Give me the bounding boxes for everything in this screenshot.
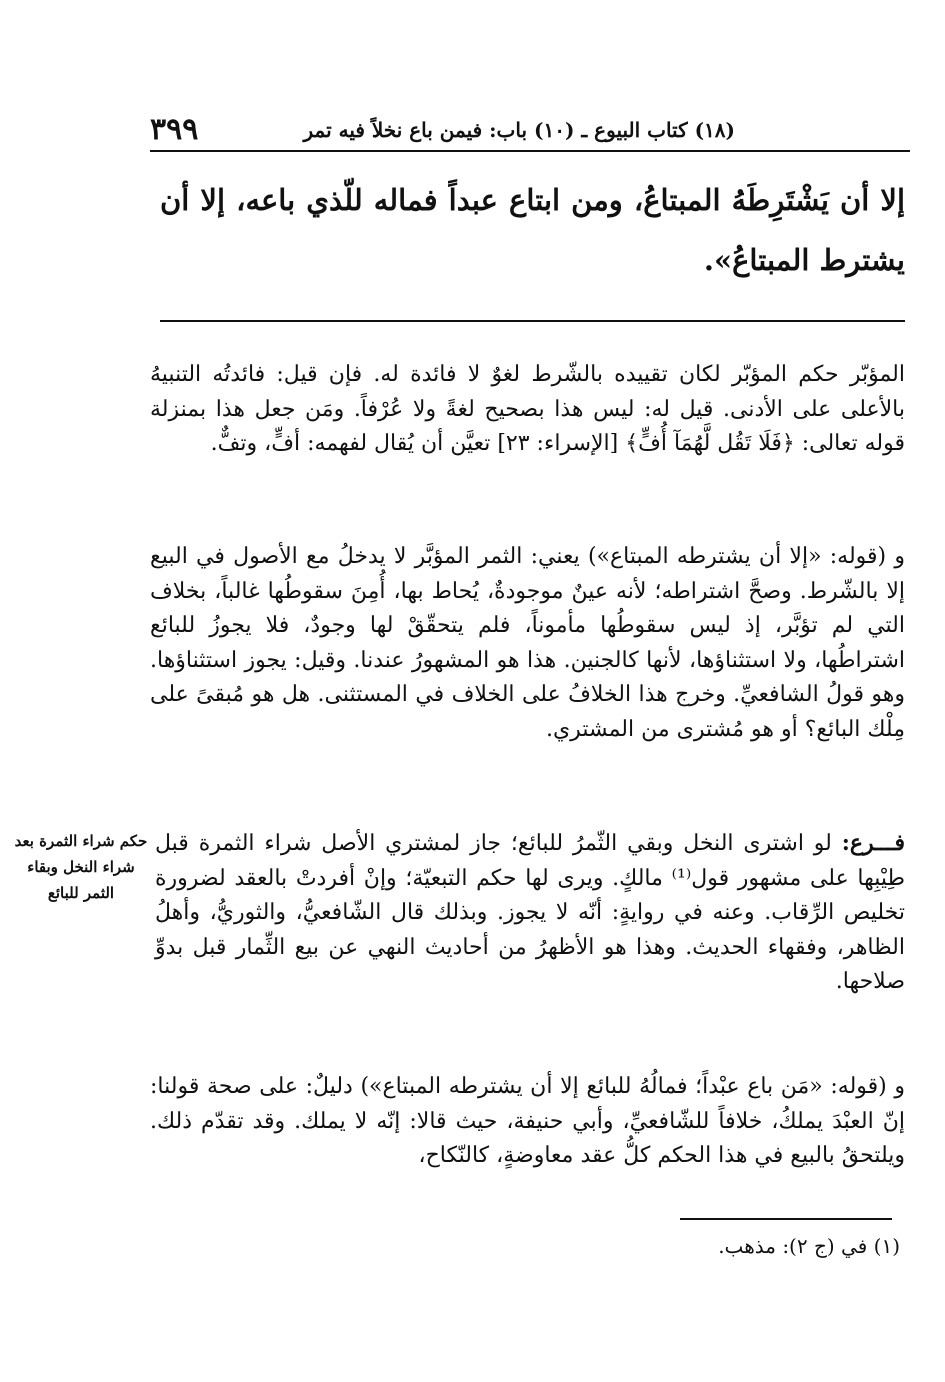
commentary-divider — [160, 320, 905, 322]
running-header — [150, 108, 910, 154]
commentary-paragraph: المؤبّر حكم المؤبّر لكان تقييده بالشّرط لغوٌ لا فائدة له. فإن قيل: فائدتُه التنبيهُ بالأعلى على الأدنى. قيل له: ليس هذا بصحيح لغةً ولا عُرْفاً. ومَن جعل هذا بمنزلة قوله تعالى: ﴿فَلَا تَقُل لَّهُمَآ أُفٍّ﴾ [الإسراء: ٢٣] تعيَّن أن يُقال لفهمه: أفٍّ، وتفٌّ. — [150, 362, 905, 456]
section-lead: فـــرع: — [841, 830, 905, 856]
commentary-paragraph: و (قوله: «مَن باع عبْداً؛ فمالُهُ للبائع إلا أن يشترطه المبتاع») دليلٌ: على صحة قولنا: إنّ العبْدَ يملكُ، خلافاً للشّافعيِّ، وأبي حنيفة، حيث قالا: إنّه لا يملك. وقد تقدّم ذلك. ويلتحقُ بالبيع في هذا الحكم كلُّ عقد معاوضةٍ، كالنّكاح، — [150, 1074, 905, 1168]
running-title: (١٨) كتاب البيوع ـ (١٠) باب: فيمن باع نخلاً فيه تمر — [303, 118, 735, 142]
paragraph-body: لو اشترى النخل وبقي الثّمرُ للبائع؛ جاز لمشتري الأصل شراء الثمرة قبل طِيْبِها على مشهور قول⁽¹⁾ مالكٍ. ويرى لها حكم التبعيّة؛ وإنْ أفردتْ بالعقد لضرورة تخليص الرِّقاب. وعنه في روايةٍ: أنّه لا يجوز. وبذلك قال الشّافعيُّ، والثوريُّ، وأهلُ الظاهر، وفقهاء الحديث. وهذا هو الأظهرُ من أحاديث النهي عن بيع الثِّمار قبل بدوِّ صلاحها. — [155, 831, 905, 994]
commentary-paragraph — [155, 826, 905, 1000]
margin-note: حكم شراء الثمرة بعد شراء النخل وبقاء الثمر للبائع — [14, 832, 148, 902]
page-number: ٣٩٩ — [150, 112, 199, 147]
footnote-divider — [680, 1218, 892, 1220]
header-divider — [150, 150, 910, 152]
hadith-text: إلا أن يَشْتَرِطَهُ المبتاعُ، ومن ابتاع عبداً فماله للّذي باعه، إلا أن يشترط المبتاعُ». — [160, 183, 905, 277]
commentary-paragraph: و (قوله: «إلا أن يشترطه المبتاع») يعني: الثمر المؤبَّر لا يدخلُ مع الأصول في البيع إلا بالشّرط. وصحَّ اشتراطه؛ لأنه عينٌ موجودةٌ، يُحاط بها، أُمِنَ سقوطُها غالباً، بخلاف التي لم تؤبَّر، إذ ليس سقوطُها مأموناً، فلم يتحقّقْ لها وجودٌ، فلا يجوزُ للبائع اشتراطُها، ولا استثناؤها، لأنها كالجنين. هذا هو المشهورُ عندنا. وقيل: يجوز استثناؤها. وهو قولُ الشافعيِّ. وخرج هذا الخلافُ على الخلاف في المستثنى. هل هو مُبقىً على مِلْك البائع؟ أو هو مُشترى من المشتري. — [150, 544, 905, 742]
footnote: (١) في (ج ٢): مذهب. — [718, 1234, 900, 1258]
